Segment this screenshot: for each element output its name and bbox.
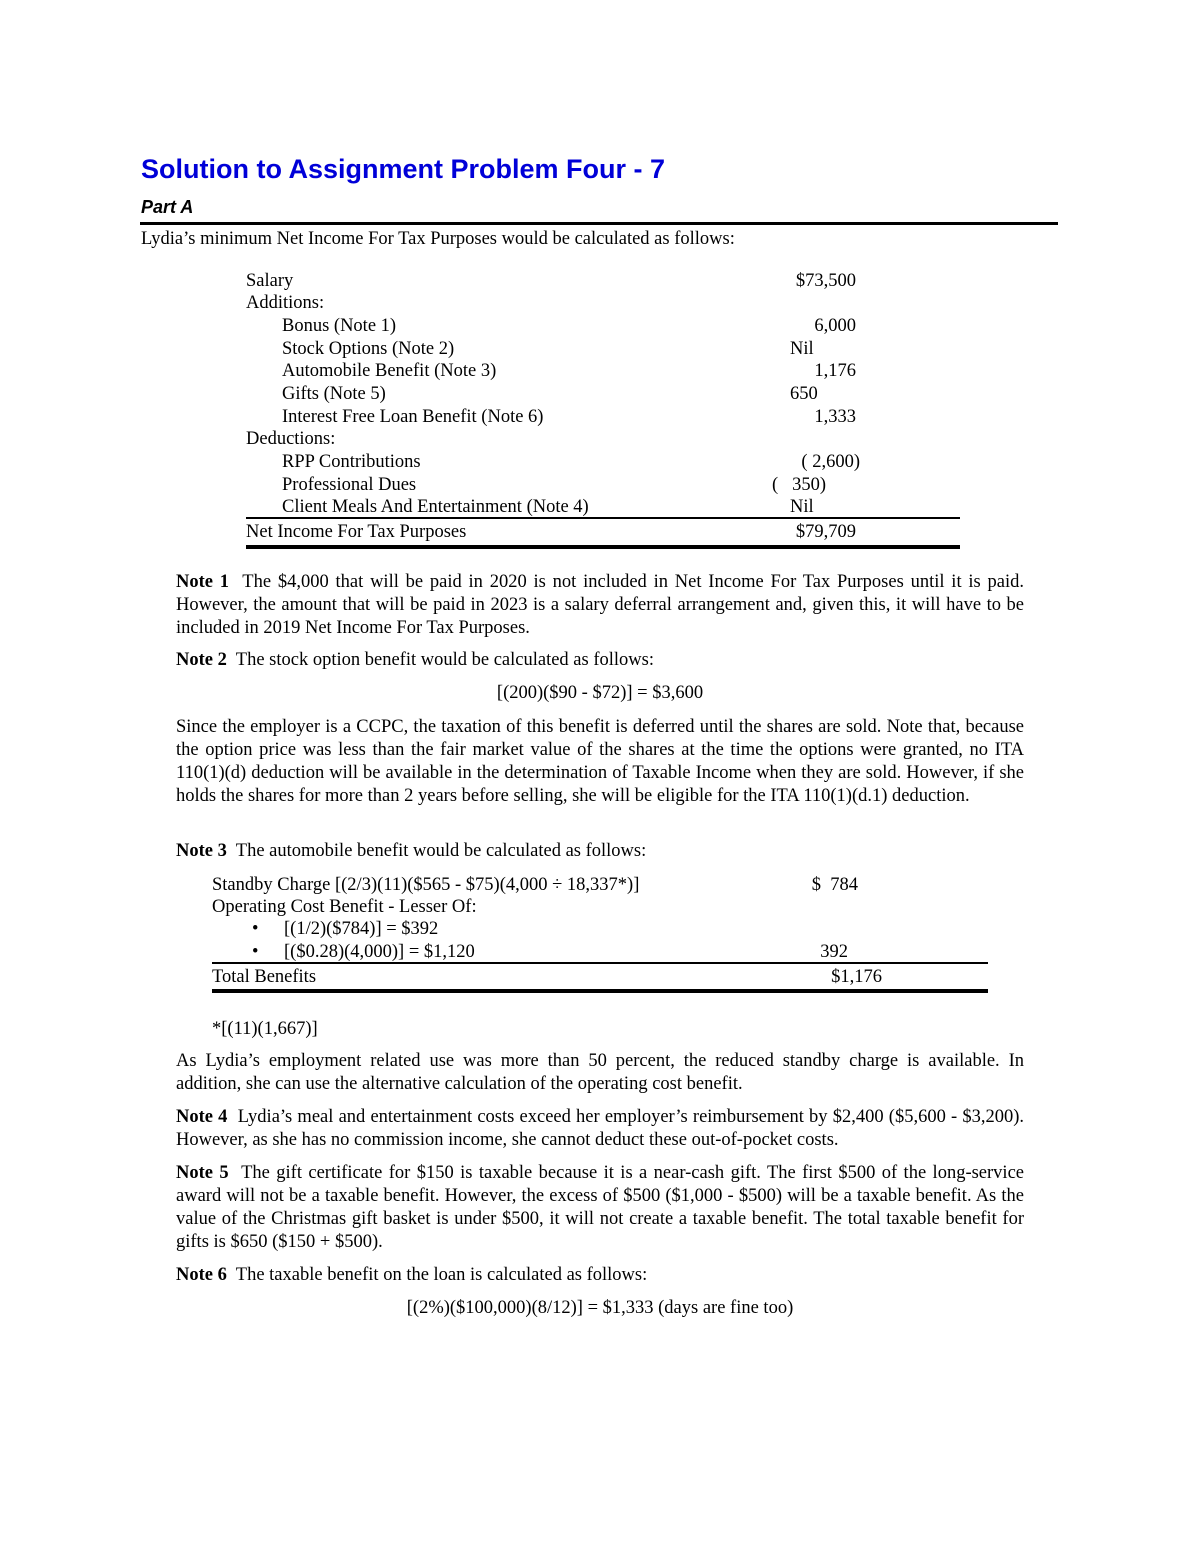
row-label: Professional Dues: [282, 475, 417, 495]
row-amount: ( 2,600): [801, 452, 860, 472]
row-label: Client Meals And Entertainment (Note 4): [282, 497, 589, 517]
row-label: RPP Contributions: [282, 452, 421, 472]
row-label: Gifts (Note 5): [282, 384, 386, 404]
row-amount: 6,000: [814, 316, 856, 336]
table-row: [246, 383, 960, 406]
note-text: Lydia’s meal and entertainment costs exceed her employer’s reimbursement by $2,400 ($5,600 - $3,200). However, as she has no commission income, she cannot deduct these out-of-pocket costs.: [176, 1107, 1025, 1150]
row-label: Interest Free Loan Benefit (Note 6): [282, 407, 544, 427]
bullet-icon: •: [252, 942, 259, 962]
table-row: [246, 496, 960, 519]
row-label: Net Income For Tax Purposes: [246, 522, 467, 542]
row-label: Stock Options (Note 2): [282, 339, 455, 359]
table-row: [246, 338, 960, 361]
row-label: Standby Charge [(2/3)(11)($565 - $75)(4,000 ÷ 18,337*)]: [212, 875, 640, 895]
section-heading: Part A: [141, 197, 194, 217]
row-amount: $1,176: [831, 967, 882, 987]
row-amount: 1,333: [814, 407, 856, 427]
note-label: Note 5: [176, 1163, 229, 1183]
table-row: [246, 292, 960, 315]
heading-rule: [140, 222, 1058, 225]
row-amount: Nil: [790, 497, 814, 517]
table-row: [246, 451, 960, 474]
table-row: [246, 315, 960, 338]
row-amount: $79,709: [795, 522, 856, 542]
row-label: [(1/2)($784)] = $392: [284, 919, 439, 939]
total-double-rule: [212, 989, 988, 993]
table-row: [246, 474, 960, 497]
row-amount: 650: [790, 384, 818, 404]
note-label: Note 4: [176, 1107, 228, 1127]
row-label: Salary: [246, 271, 294, 291]
loan-formula: [(2%)($100,000)(8/12)] = $1,333 (days are fine too): [406, 1298, 794, 1318]
note-label: Note 3: [176, 841, 227, 861]
row-label: Total Benefits: [212, 967, 317, 987]
stock-formula: [(200)($90 - $72)] = $3,600: [496, 683, 704, 703]
row-amount: Nil: [790, 339, 814, 359]
note-text: The $4,000 that will be paid in 2020 is not included in Net Income For Tax Purposes until it is paid. However, the amount that will be paid in 2023 is a salary deferral arrangement and, given this, it will have to be included in 2019 Net Income For Tax Purposes.: [176, 572, 1024, 638]
note-text: The automobile benefit would be calculated as follows:: [235, 841, 647, 861]
total-rule: [246, 517, 960, 519]
table-row: [212, 874, 988, 897]
note-3-explanation: As Lydia’s employment related use was more than 50 percent, the reduced standby charge is available. In addition, she can use the alternative calculation of the operating cost benefit.: [176, 1051, 1024, 1094]
table-row: [212, 918, 988, 941]
row-amount: 392: [820, 942, 848, 962]
row-amount: 1,176: [814, 361, 856, 381]
table-total-row: [212, 966, 988, 989]
note-3: [176, 840, 1024, 863]
row-label: [($0.28)(4,000)] = $1,120: [284, 942, 475, 962]
total-double-rule: [246, 545, 960, 549]
row-label: Automobile Benefit (Note 3): [282, 361, 497, 381]
note-text: The stock option benefit would be calculated as follows:: [235, 650, 654, 670]
note-4: [176, 1106, 1024, 1152]
note-2-explanation: Since the employer is a CCPC, the taxation of this benefit is deferred until the shares are sold. Note that, because the option price was less than the fair market value of the shares at the time the options were granted, no ITA 110(1)(d) deduction will be available in the determination of Taxable Income when they are sold. However, if she holds the shares for more than 2 years before selling, she will be eligible for the ITA 110(1)(d.1) deduction.: [176, 717, 1024, 806]
table-row: [246, 406, 960, 429]
table-row: [212, 896, 988, 919]
note-label: Note 1: [176, 572, 230, 592]
bullet-icon: •: [252, 919, 259, 939]
note-text: The taxable benefit on the loan is calculated as follows:: [235, 1265, 648, 1285]
intro-text: Lydia’s minimum Net Income For Tax Purposes would be calculated as follows:: [141, 229, 735, 249]
row-label: Additions:: [246, 293, 325, 313]
note-5: [176, 1162, 1024, 1254]
note-text: The gift certificate for $150 is taxable because it is a near-cash gift. The first $500 of the long-service award will not be a taxable benefit. However, the excess of $500 ($1,000 - $500) will be a taxable benefit. As the value of the Christmas gift basket is under $500, it will not create a taxable benefit. The total taxable benefit for gifts is $650 ($150 + $500).: [176, 1163, 1024, 1252]
note-2: [176, 649, 1024, 672]
row-amount: $ 784: [811, 875, 858, 895]
row-label: Bonus (Note 1): [282, 316, 397, 336]
row-amount: ( 350): [772, 475, 826, 495]
note-label: Note 2: [176, 650, 227, 670]
table-row: [212, 941, 988, 964]
table-row: [246, 270, 960, 293]
page-title: Solution to Assignment Problem Four - 7: [141, 154, 666, 184]
row-amount: $73,500: [795, 271, 856, 291]
table-total-row: [246, 521, 960, 544]
table-row: [246, 428, 960, 451]
row-label: Deductions:: [246, 429, 336, 449]
table-row: [246, 360, 960, 383]
row-label: Operating Cost Benefit - Lesser Of:: [212, 897, 477, 917]
footnote: *[(11)(1,667)]: [212, 1019, 318, 1039]
note-6: [176, 1264, 1024, 1287]
note-1: [176, 571, 1024, 640]
total-rule: [212, 962, 988, 964]
note-label: Note 6: [176, 1265, 227, 1285]
